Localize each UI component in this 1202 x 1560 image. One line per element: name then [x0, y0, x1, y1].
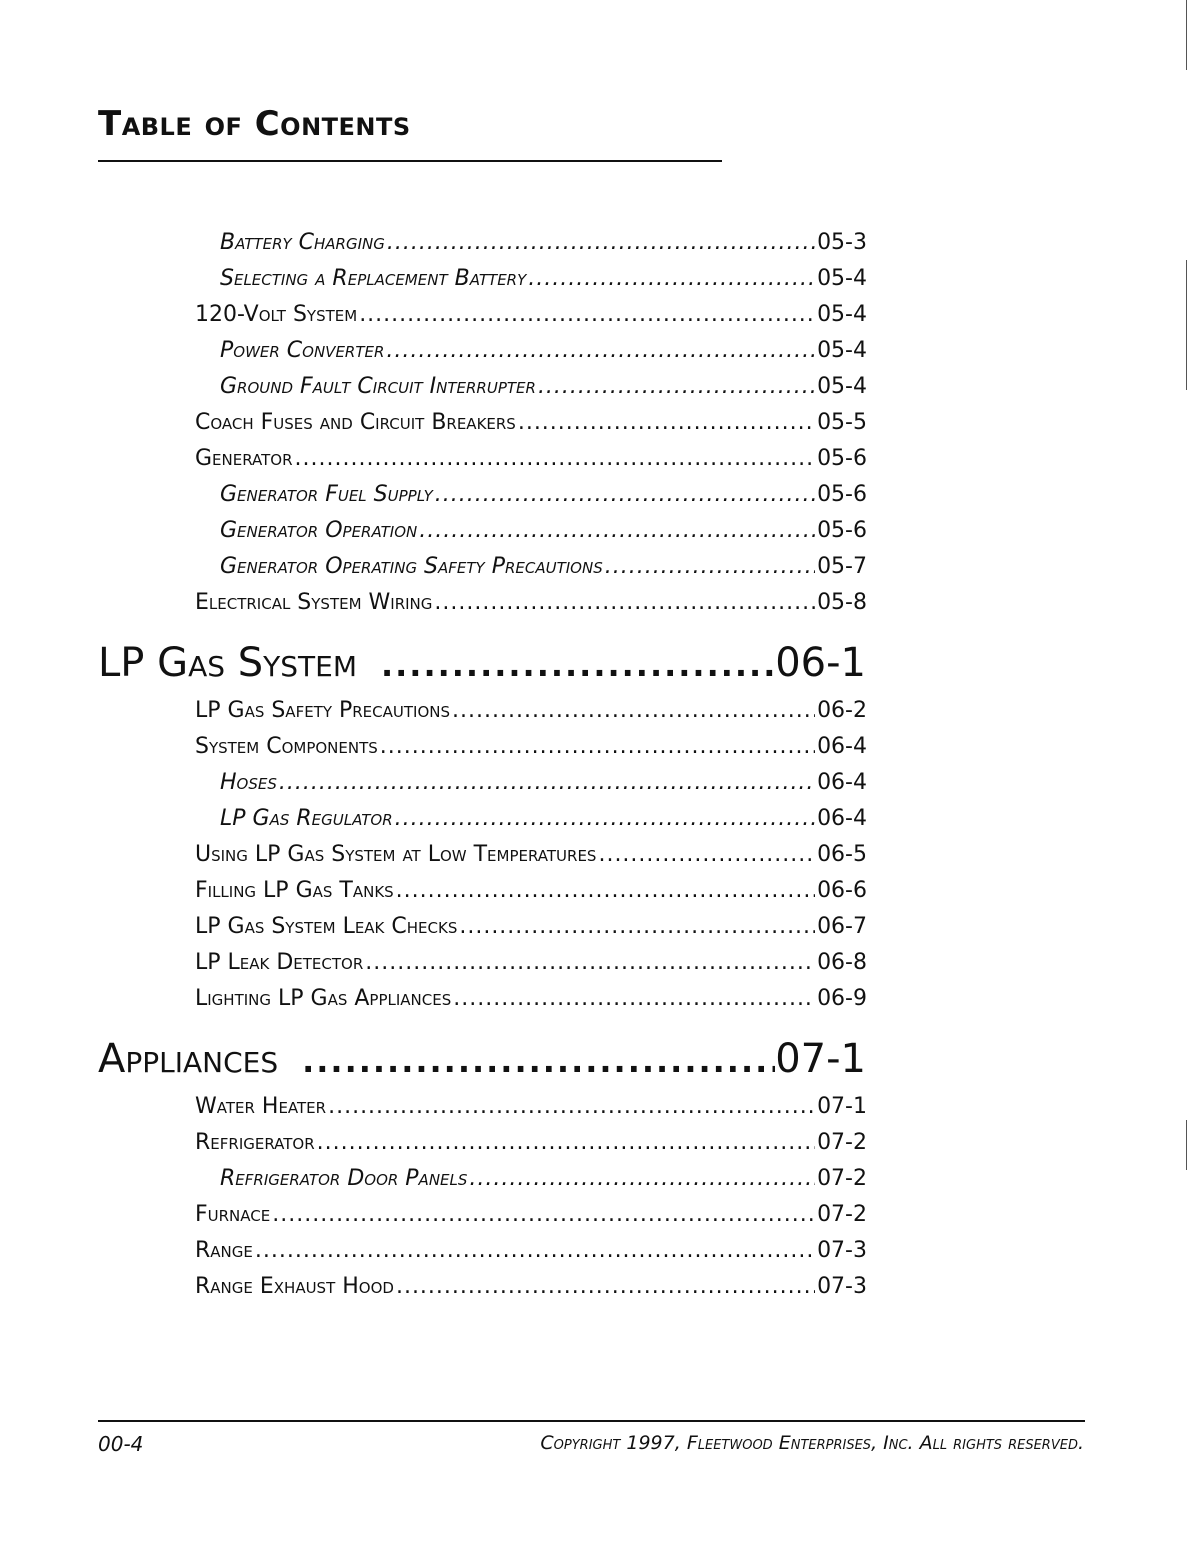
- dot-leader: [365, 950, 815, 975]
- dot-leader: [302, 1042, 775, 1080]
- toc-entry-page: 05-7: [817, 554, 867, 579]
- toc-entry[interactable]: [220, 770, 867, 804]
- page-title: Table of Contents: [98, 104, 411, 144]
- toc-entry[interactable]: [195, 1238, 867, 1272]
- toc-entry-page: 06-5: [817, 842, 867, 867]
- toc-entry-label: Generator Operation: [220, 518, 418, 543]
- dot-leader: [359, 302, 815, 327]
- dot-leader: [453, 986, 815, 1011]
- toc-entry-label: LP Gas Regulator: [220, 806, 393, 831]
- toc-entry-label: LP Leak Detector: [195, 950, 364, 975]
- footer-copyright: Copyright 1997, Fleetwood Enterprises, Inc. All rights reserved.: [540, 1432, 1084, 1454]
- toc-entry[interactable]: [195, 842, 867, 876]
- toc-entry-page: 06-4: [817, 734, 867, 759]
- toc-entry-page: 05-6: [817, 518, 867, 543]
- toc-entry[interactable]: [220, 482, 867, 516]
- dot-leader: [396, 1274, 815, 1299]
- toc-entry-page: 05-6: [817, 482, 867, 507]
- section-heading[interactable]: [98, 640, 866, 700]
- toc-entry-label: Range Exhaust Hood: [195, 1274, 394, 1299]
- toc-entry-page: 05-4: [817, 338, 867, 363]
- toc-entry[interactable]: [195, 410, 867, 444]
- toc-entry-page: 06-2: [817, 698, 867, 723]
- dot-leader: [381, 646, 775, 684]
- section-heading[interactable]: [98, 1036, 866, 1096]
- toc-entry[interactable]: [220, 338, 867, 372]
- dot-leader: [435, 482, 815, 507]
- toc-entry-label: Electrical System Wiring: [195, 590, 433, 615]
- toc-entry[interactable]: [220, 1166, 867, 1200]
- toc-entry[interactable]: [220, 230, 867, 264]
- scan-edge-mark: [1186, 260, 1187, 390]
- dot-leader: [419, 518, 815, 543]
- toc-entry[interactable]: [195, 590, 867, 624]
- toc-entry[interactable]: [195, 1094, 867, 1128]
- toc-entry[interactable]: [195, 950, 867, 984]
- toc-entry-label: Generator: [195, 446, 293, 471]
- toc-entry[interactable]: [220, 374, 867, 408]
- toc-entry-page: 07-3: [817, 1238, 867, 1263]
- toc-entry[interactable]: [195, 446, 867, 480]
- toc-entry-label: Generator Fuel Supply: [220, 482, 433, 507]
- section-page: 07-1: [775, 1036, 866, 1082]
- dot-leader: [396, 878, 815, 903]
- toc-entry[interactable]: [220, 518, 867, 552]
- dot-leader: [328, 1094, 815, 1119]
- title-rule: [98, 160, 722, 162]
- dot-leader: [295, 446, 816, 471]
- toc-entry-label: Ground Fault Circuit Interrupter: [220, 374, 536, 399]
- dot-leader: [317, 1130, 815, 1155]
- dot-leader: [386, 338, 815, 363]
- toc-entry-label: Generator Operating Safety Precautions: [220, 554, 603, 579]
- dot-leader: [528, 266, 815, 291]
- toc-entry[interactable]: [195, 1130, 867, 1164]
- toc-entry-label: Range: [195, 1238, 253, 1263]
- toc-entry-page: 05-8: [817, 590, 867, 615]
- toc-entry[interactable]: [195, 914, 867, 948]
- toc-entry-page: 05-5: [817, 410, 867, 435]
- toc-entry-page: 05-6: [817, 446, 867, 471]
- toc-entry-label: Furnace: [195, 1202, 271, 1227]
- toc-entry-page: 05-3: [817, 230, 867, 255]
- toc-entry-page: 06-9: [817, 986, 867, 1011]
- toc-entry-label: Refrigerator Door Panels: [220, 1166, 468, 1191]
- dot-leader: [255, 1238, 815, 1263]
- toc-entry-label: LP Gas Safety Precautions: [195, 698, 451, 723]
- toc-entry-label: Hoses: [220, 770, 277, 795]
- toc-entry-label: 120-Volt System: [195, 302, 358, 327]
- toc-entry-label: Water Heater: [195, 1094, 327, 1119]
- toc-entry[interactable]: [220, 554, 867, 588]
- toc-entry-page: 07-2: [817, 1130, 867, 1155]
- toc-entry-label: Selecting a Replacement Battery: [220, 266, 527, 291]
- toc-entry-page: 07-1: [817, 1094, 867, 1119]
- toc-entry[interactable]: [195, 986, 867, 1020]
- toc-entry-page: 06-4: [817, 770, 867, 795]
- dot-leader: [598, 842, 815, 867]
- footer-page-number: 00-4: [98, 1432, 144, 1456]
- toc-entry[interactable]: [195, 1274, 867, 1308]
- toc-entry[interactable]: [195, 734, 867, 768]
- toc-entry-label: LP Gas System Leak Checks: [195, 914, 458, 939]
- toc-entry-page: 06-6: [817, 878, 867, 903]
- toc-entry[interactable]: [220, 266, 867, 300]
- toc-entry-page: 06-7: [817, 914, 867, 939]
- dot-leader: [469, 1166, 815, 1191]
- toc-entry-label: Coach Fuses and Circuit Breakers: [195, 410, 516, 435]
- dot-leader: [518, 410, 815, 435]
- toc-entry[interactable]: [195, 302, 867, 336]
- section-title: Appliances: [98, 1036, 279, 1082]
- toc-entry-page: 06-4: [817, 806, 867, 831]
- toc-entry-label: Lighting LP Gas Appliances: [195, 986, 452, 1011]
- toc-entry-page: 05-4: [817, 374, 867, 399]
- toc-entry[interactable]: [195, 698, 867, 732]
- scan-edge-mark: [1186, 1120, 1187, 1170]
- toc-entry-page: 05-4: [817, 302, 867, 327]
- toc-entry-page: 06-8: [817, 950, 867, 975]
- toc-entry[interactable]: [220, 806, 867, 840]
- toc-entry-page: 07-3: [817, 1274, 867, 1299]
- section-title: LP Gas System: [98, 640, 357, 686]
- dot-leader: [452, 698, 815, 723]
- section-page: 06-1: [775, 640, 866, 686]
- scan-edge-mark: [1186, 0, 1187, 70]
- toc-entry-label: Using LP Gas System at Low Temperatures: [195, 842, 597, 867]
- toc-entry-label: Filling LP Gas Tanks: [195, 878, 394, 903]
- toc-entry-label: Battery Charging: [220, 230, 385, 255]
- dot-leader: [387, 230, 815, 255]
- dot-leader: [279, 770, 815, 795]
- footer-rule: [98, 1420, 1085, 1422]
- toc-entry-label: Power Converter: [220, 338, 385, 363]
- dot-leader: [605, 554, 815, 579]
- dot-leader: [434, 590, 815, 615]
- toc-entry-page: 07-2: [817, 1166, 867, 1191]
- toc-entry[interactable]: [195, 1202, 867, 1236]
- dot-leader: [459, 914, 815, 939]
- toc-entry-label: System Components: [195, 734, 378, 759]
- dot-leader: [538, 374, 815, 399]
- toc-entry[interactable]: [195, 878, 867, 912]
- toc-entry-page: 05-4: [817, 266, 867, 291]
- dot-leader: [395, 806, 815, 831]
- toc-entry-label: Refrigerator: [195, 1130, 315, 1155]
- toc-entry-page: 07-2: [817, 1202, 867, 1227]
- dot-leader: [380, 734, 815, 759]
- dot-leader: [272, 1202, 815, 1227]
